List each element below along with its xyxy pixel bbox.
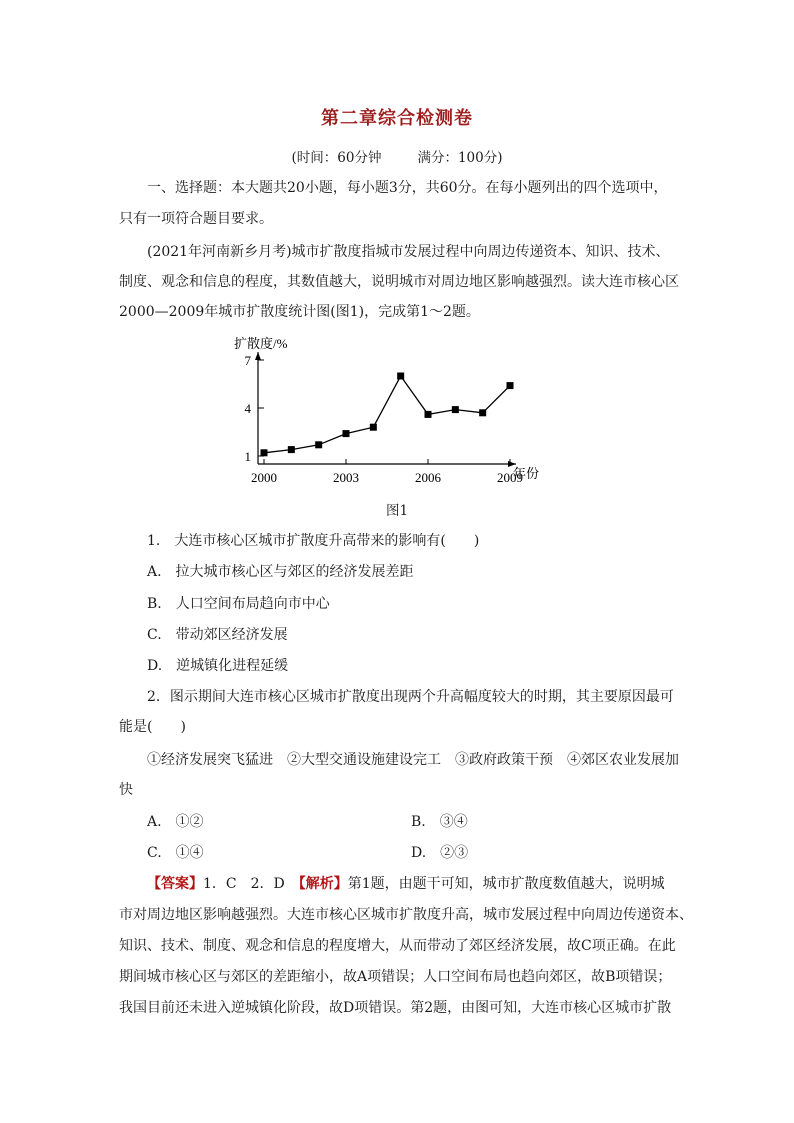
y-axis-label: 扩散度/% xyxy=(234,336,288,351)
answer-keys: 1．C 2．D xyxy=(203,876,299,892)
analysis-line-3: 知识、技术、制度、观念和信息的程度增大，从而带动了郊区经济发展，故C项正确。在此 xyxy=(119,938,676,954)
y-tick-label: 1 xyxy=(244,449,251,464)
question-2-items-line-2: 快 xyxy=(119,782,133,798)
data-point-2004 xyxy=(370,424,377,431)
data-point-2000 xyxy=(261,449,268,456)
analysis-line-2: 市对周边地区影响越强烈。大连市核心区城市扩散度升高，城市发展过程中向周边传递资本、 xyxy=(119,907,693,923)
analysis-text-start: 第1题，由题干可知，城市扩散度数值越大，说明城 xyxy=(347,876,665,892)
question-2-option-a: A. ①② xyxy=(147,814,204,830)
question-2-option-c: C. ①④ xyxy=(147,845,204,861)
material-line-2: 制度、观念和信息的程度，其数值越大，说明城市对周边地区影响越强烈。读大连市核心区 xyxy=(119,274,679,290)
question-1-option-d: D. 逆城镇化进程延缓 xyxy=(147,658,289,674)
figure-caption: 图1 xyxy=(385,503,409,519)
analysis-tag: 【解析】 xyxy=(298,876,348,892)
question-2-stem-line-1: 2．图示期间大连市核心区城市扩散度出现两个升高幅度较大的时期，其主要原因最可 xyxy=(147,689,674,705)
question-1-option-b: B. 人口空间布局趋向市中心 xyxy=(147,596,330,612)
x-axis-label: 年份 xyxy=(513,466,540,481)
x-tick-label: 2003 xyxy=(333,470,359,485)
data-point-2009 xyxy=(507,382,514,389)
series-line xyxy=(264,376,510,453)
exam-time: (时间：60分钟 xyxy=(291,150,382,166)
material-line-1: (2021年河南新乡月考)城市扩散度指城市发展过程中向周边传递资本、知识、技术、 xyxy=(147,244,670,260)
question-2-items-line-1: ①经济发展突飞猛进 ②大型交通设施建设完工 ③政府政策干预 ④郊区农业发展加 xyxy=(147,752,679,768)
analysis-line-4: 期间城市核心区与郊区的差距缩小，故A项错误；人口空间布局也趋向郊区，故B项错误； xyxy=(119,969,672,985)
question-2-option-d: D. ②③ xyxy=(411,845,469,861)
x-tick-label: 2009 xyxy=(497,470,523,485)
y-tick-label: 4 xyxy=(244,401,251,416)
data-point-2008 xyxy=(479,409,486,416)
section-intro-line-1: 一、选择题：本大题共20小题，每小题3分，共60分。在每小题列出的四个选项中， xyxy=(147,180,668,196)
data-point-2005 xyxy=(397,373,404,380)
data-point-2006 xyxy=(425,411,432,418)
data-point-2007 xyxy=(452,406,459,413)
x-tick-label: 2000 xyxy=(251,470,277,485)
question-1-option-a: A. 拉大城市核心区与郊区的经济发展差距 xyxy=(147,564,414,580)
page-title: 第二章综合检测卷 xyxy=(321,108,473,129)
answer-line-1 xyxy=(147,873,707,893)
data-point-2003 xyxy=(343,430,350,437)
answer-tag: 【答案】 xyxy=(147,876,203,892)
question-2-stem-line-2: 能是( ) xyxy=(119,719,186,735)
analysis-line-5: 我国目前还未进入逆城镇化阶段，故D项错误。第2题，由图可知，大连市核心区城市扩散 xyxy=(119,1000,672,1016)
data-point-2002 xyxy=(315,441,322,448)
exam-score: 满分：100分) xyxy=(417,150,503,166)
section-intro-line-2: 只有一项符合题目要求。 xyxy=(119,211,273,227)
question-1-option-c: C. 带动郊区经济发展 xyxy=(147,627,288,643)
data-point-2001 xyxy=(288,446,295,453)
x-tick-label: 2006 xyxy=(415,470,441,485)
diffusion-line-chart xyxy=(224,332,604,500)
y-tick-label: 7 xyxy=(244,353,251,368)
question-2-option-b: B. ③④ xyxy=(411,814,468,830)
material-line-3: 2000—2009年城市扩散度统计图(图1)，完成第1～2题。 xyxy=(119,304,480,320)
question-1-stem: 1. 大连市核心区城市扩散度升高带来的影响有( ) xyxy=(147,533,480,549)
exam-info xyxy=(0,146,794,166)
y-axis-arrow xyxy=(255,352,261,360)
